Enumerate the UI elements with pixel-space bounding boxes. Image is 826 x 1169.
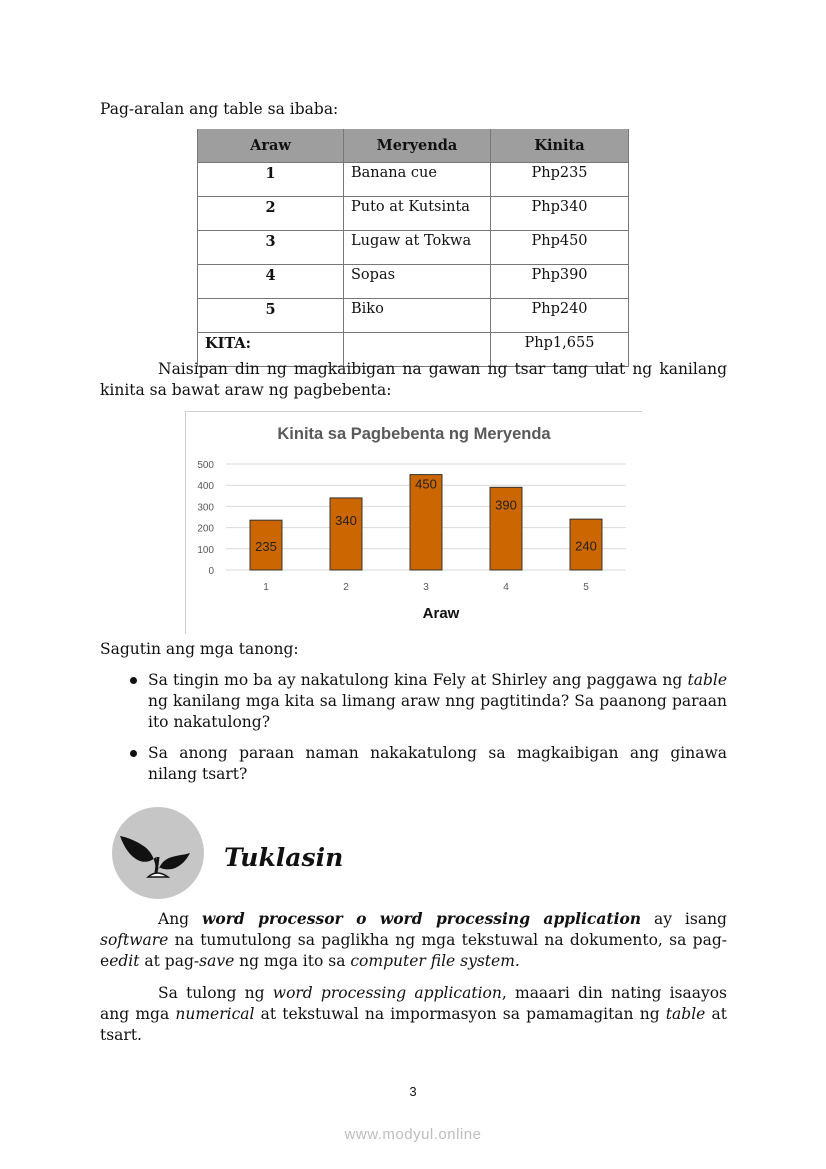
total-label: KITA:: [198, 333, 344, 367]
question-text-post: ng kanilang mga kita sa limang araw nng pagtitinda? Sa paanong paraan ito nakatulong?: [148, 692, 727, 731]
y-tick-label: 100: [197, 544, 214, 556]
p2-italic: numerical: [175, 1005, 255, 1023]
table-header-row: [198, 129, 629, 163]
day-cell: 5: [198, 299, 344, 333]
table-row: [198, 197, 629, 231]
table-row: [198, 299, 629, 333]
x-tick-label: 5: [583, 582, 589, 593]
day-cell: 3: [198, 231, 344, 265]
day-cell: 1: [198, 163, 344, 197]
bar: [330, 498, 362, 570]
p1-text: ay isang: [641, 910, 727, 928]
p2-italic: word processing application: [272, 984, 502, 1002]
watermark: www.modyul.online: [344, 1126, 482, 1143]
questions-heading: Sagutin ang mga tanong:: [100, 640, 299, 658]
data-label: 240: [575, 538, 597, 554]
page-number: 3: [409, 1084, 417, 1099]
question-item: [130, 743, 727, 785]
p1-italic: computer file system.: [350, 952, 520, 970]
table-row: [198, 231, 629, 265]
income-cell: Php340: [491, 197, 629, 231]
x-tick-label: 1: [263, 582, 269, 593]
p2-text: at tekstuwal na impormasyon sa pamamagitan ng: [254, 1005, 666, 1023]
income-cell: Php450: [491, 231, 629, 265]
income-table: [197, 129, 629, 367]
section-title: Tuklasin: [224, 843, 344, 872]
p1-italic: software: [100, 931, 169, 949]
p2-text: at tsart.: [100, 1005, 727, 1044]
x-tick-label: 3: [423, 582, 429, 593]
bar-chart: [185, 411, 642, 634]
data-label: 235: [255, 539, 277, 555]
header-araw: Araw: [198, 129, 344, 163]
total-value: Php1,655: [491, 333, 629, 367]
x-tick-label: 2: [343, 582, 349, 593]
data-label: 450: [415, 476, 437, 492]
questions-list: [130, 670, 727, 795]
income-cell: Php235: [491, 163, 629, 197]
income-cell: Php240: [491, 299, 629, 333]
y-tick-label: 500: [197, 460, 214, 471]
y-tick-label: 0: [208, 566, 214, 577]
paragraph-table-chart: [100, 983, 727, 1046]
data-label: 390: [495, 497, 517, 513]
chart-intro-text: Naisipan din ng magkaibigan na gawan ng tsar tang ulat ng kanilang kinita sa bawat araw ng pagbebenta:: [100, 360, 727, 399]
snack-cell: Banana cue: [344, 163, 491, 197]
chart-plot: [186, 412, 642, 634]
x-tick-label: 4: [503, 582, 509, 593]
chart-intro: [100, 359, 727, 401]
question-text: Sa anong paraan naman nakakatulong sa magkaibigan ang ginawa nilang tsart?: [148, 744, 727, 783]
p1-text: ng mga ito sa: [234, 952, 351, 970]
income-cell: Php390: [491, 265, 629, 299]
table-row: [198, 163, 629, 197]
p2-text: , maaari din nating isaayos ang mga: [100, 984, 728, 1023]
question-text: Sa tingin mo ba ay nakatulong kina Fely at Shirley ang paggawa ng: [148, 671, 688, 689]
paragraph-word-processor: [100, 908, 727, 972]
question-em: table: [687, 671, 727, 689]
y-tick-label: 200: [197, 523, 214, 535]
p1-text: at pag-: [139, 952, 200, 970]
header-kinita: Kinita: [491, 129, 629, 163]
p2-text: Sa tulong ng: [158, 984, 273, 1002]
bullet-icon: [130, 677, 137, 684]
header-meryenda: Meryenda: [344, 129, 491, 163]
p1-text: na tumutulong sa paglikha ng mga tekstuwal na dokumento, sa pag-e: [100, 931, 727, 970]
p1-italic: edit: [109, 952, 140, 970]
y-tick-label: 300: [197, 502, 214, 514]
x-axis-label: Araw: [422, 605, 460, 622]
question-item: [130, 670, 727, 733]
snack-cell: Puto at Kutsinta: [344, 197, 491, 231]
table-row: [198, 265, 629, 299]
p1-text: Ang: [158, 910, 203, 928]
data-label: 340: [335, 512, 357, 528]
plant-sprout-icon: [112, 807, 204, 899]
p1-italic: save: [199, 952, 235, 970]
day-cell: 2: [198, 197, 344, 231]
snack-cell: Biko: [344, 299, 491, 333]
intro-text: Pag-aralan ang table sa ibaba:: [100, 100, 339, 118]
y-tick-label: 400: [197, 481, 214, 493]
snack-cell: Lugaw at Tokwa: [344, 231, 491, 265]
p1-bold-term: word processor o word processing application: [202, 909, 642, 928]
snack-cell: Sopas: [344, 265, 491, 299]
day-cell: 4: [198, 265, 344, 299]
p2-italic: table: [665, 1005, 706, 1023]
bullet-icon: [130, 750, 137, 757]
chart-title: Kinita sa Pagbebenta ng Meryenda: [277, 425, 551, 443]
